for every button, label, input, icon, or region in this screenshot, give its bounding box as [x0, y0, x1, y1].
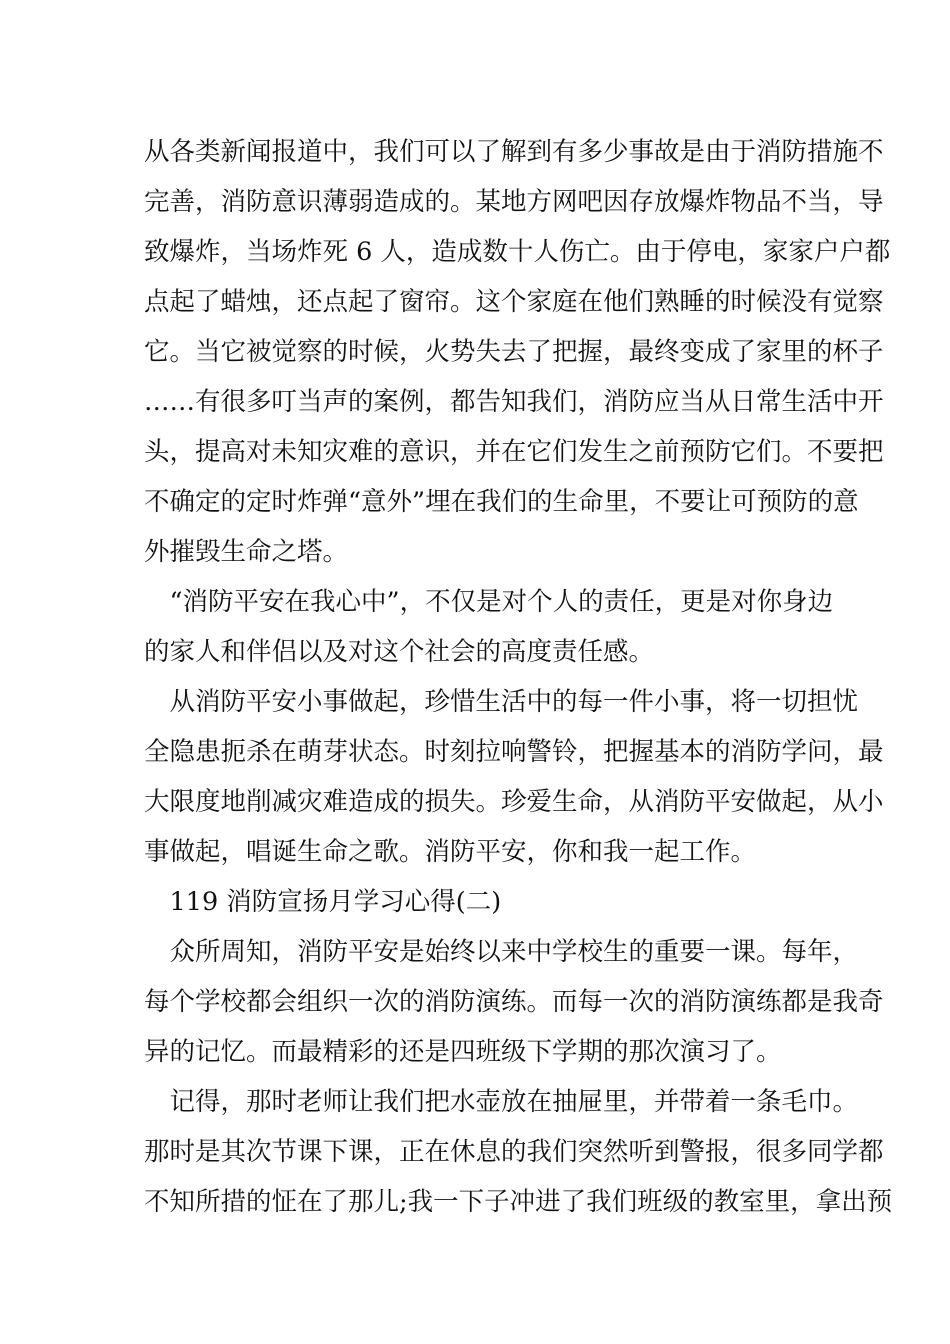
text-line: 那时是其次节课下课，正在休息的我们突然听到警报，很多同学都	[144, 1137, 884, 1167]
text-line: 不知所措的怔在了那儿;我一下子冲进了我们班级的教室里，拿出预	[144, 1187, 893, 1217]
text-line: 头，提高对未知灾难的意识，并在它们发生之前预防它们。不要把	[144, 437, 884, 467]
text-line: 大限度地削减灾难造成的损失。珍爱生命，从消防平安做起，从小	[144, 787, 884, 817]
text-line: ……有很多叮当声的案例，都告知我们，消防应当从日常生活中开	[144, 387, 884, 417]
text-line: “消防平安在我心中”，不仅是对个人的责任，更是对你身边	[144, 587, 834, 617]
text-line: 记得，那时老师让我们把水壶放在抽屉里，并带着一条毛巾。	[144, 1087, 859, 1117]
text-line: 不确定的定时炸弹“意外”埋在我们的生命里，不要让可预防的意	[144, 487, 859, 517]
text-line: 外摧毁生命之塔。	[144, 537, 349, 567]
text-line: 从消防平安小事做起，珍惜生活中的每一件小事，将一切担忧	[144, 687, 859, 717]
text-line: 从各类新闻报道中，我们可以了解到有多少事故是由于消防措施不	[144, 137, 884, 167]
text-line: 它。当它被觉察的时候，火势失去了把握，最终变成了家里的杯子	[144, 337, 884, 367]
text-line: 事做起，唱诞生命之歌。消防平安，你和我一起工作。	[144, 837, 757, 867]
text-line: 全隐患扼杀在萌芽状态。时刻拉响警铃，把握基本的消防学问，最	[144, 737, 884, 767]
text-line: 每个学校都会组织一次的消防演练。而每一次的消防演练都是我奇	[144, 987, 884, 1017]
text-line: 点起了蜡烛，还点起了窗帘。这个家庭在他们熟睡的时候没有觉察	[144, 287, 884, 317]
section-heading: 119 消防宣扬月学习心得(二)	[144, 887, 502, 917]
text-line: 众所周知，消防平安是始终以来中学校生的重要一课。每年，	[144, 937, 859, 967]
text-line: 异的记忆。而最精彩的还是四班级下学期的那次演习了。	[144, 1037, 782, 1067]
text-line: 的家人和伴侣以及对这个社会的高度责任感。	[144, 637, 655, 667]
text-line: 致爆炸，当场炸死 6 人，造成数十人伤亡。由于停电，家家户户都	[144, 237, 891, 267]
text-line: 完善，消防意识薄弱造成的。某地方网吧因存放爆炸物品不当，导	[144, 187, 884, 217]
